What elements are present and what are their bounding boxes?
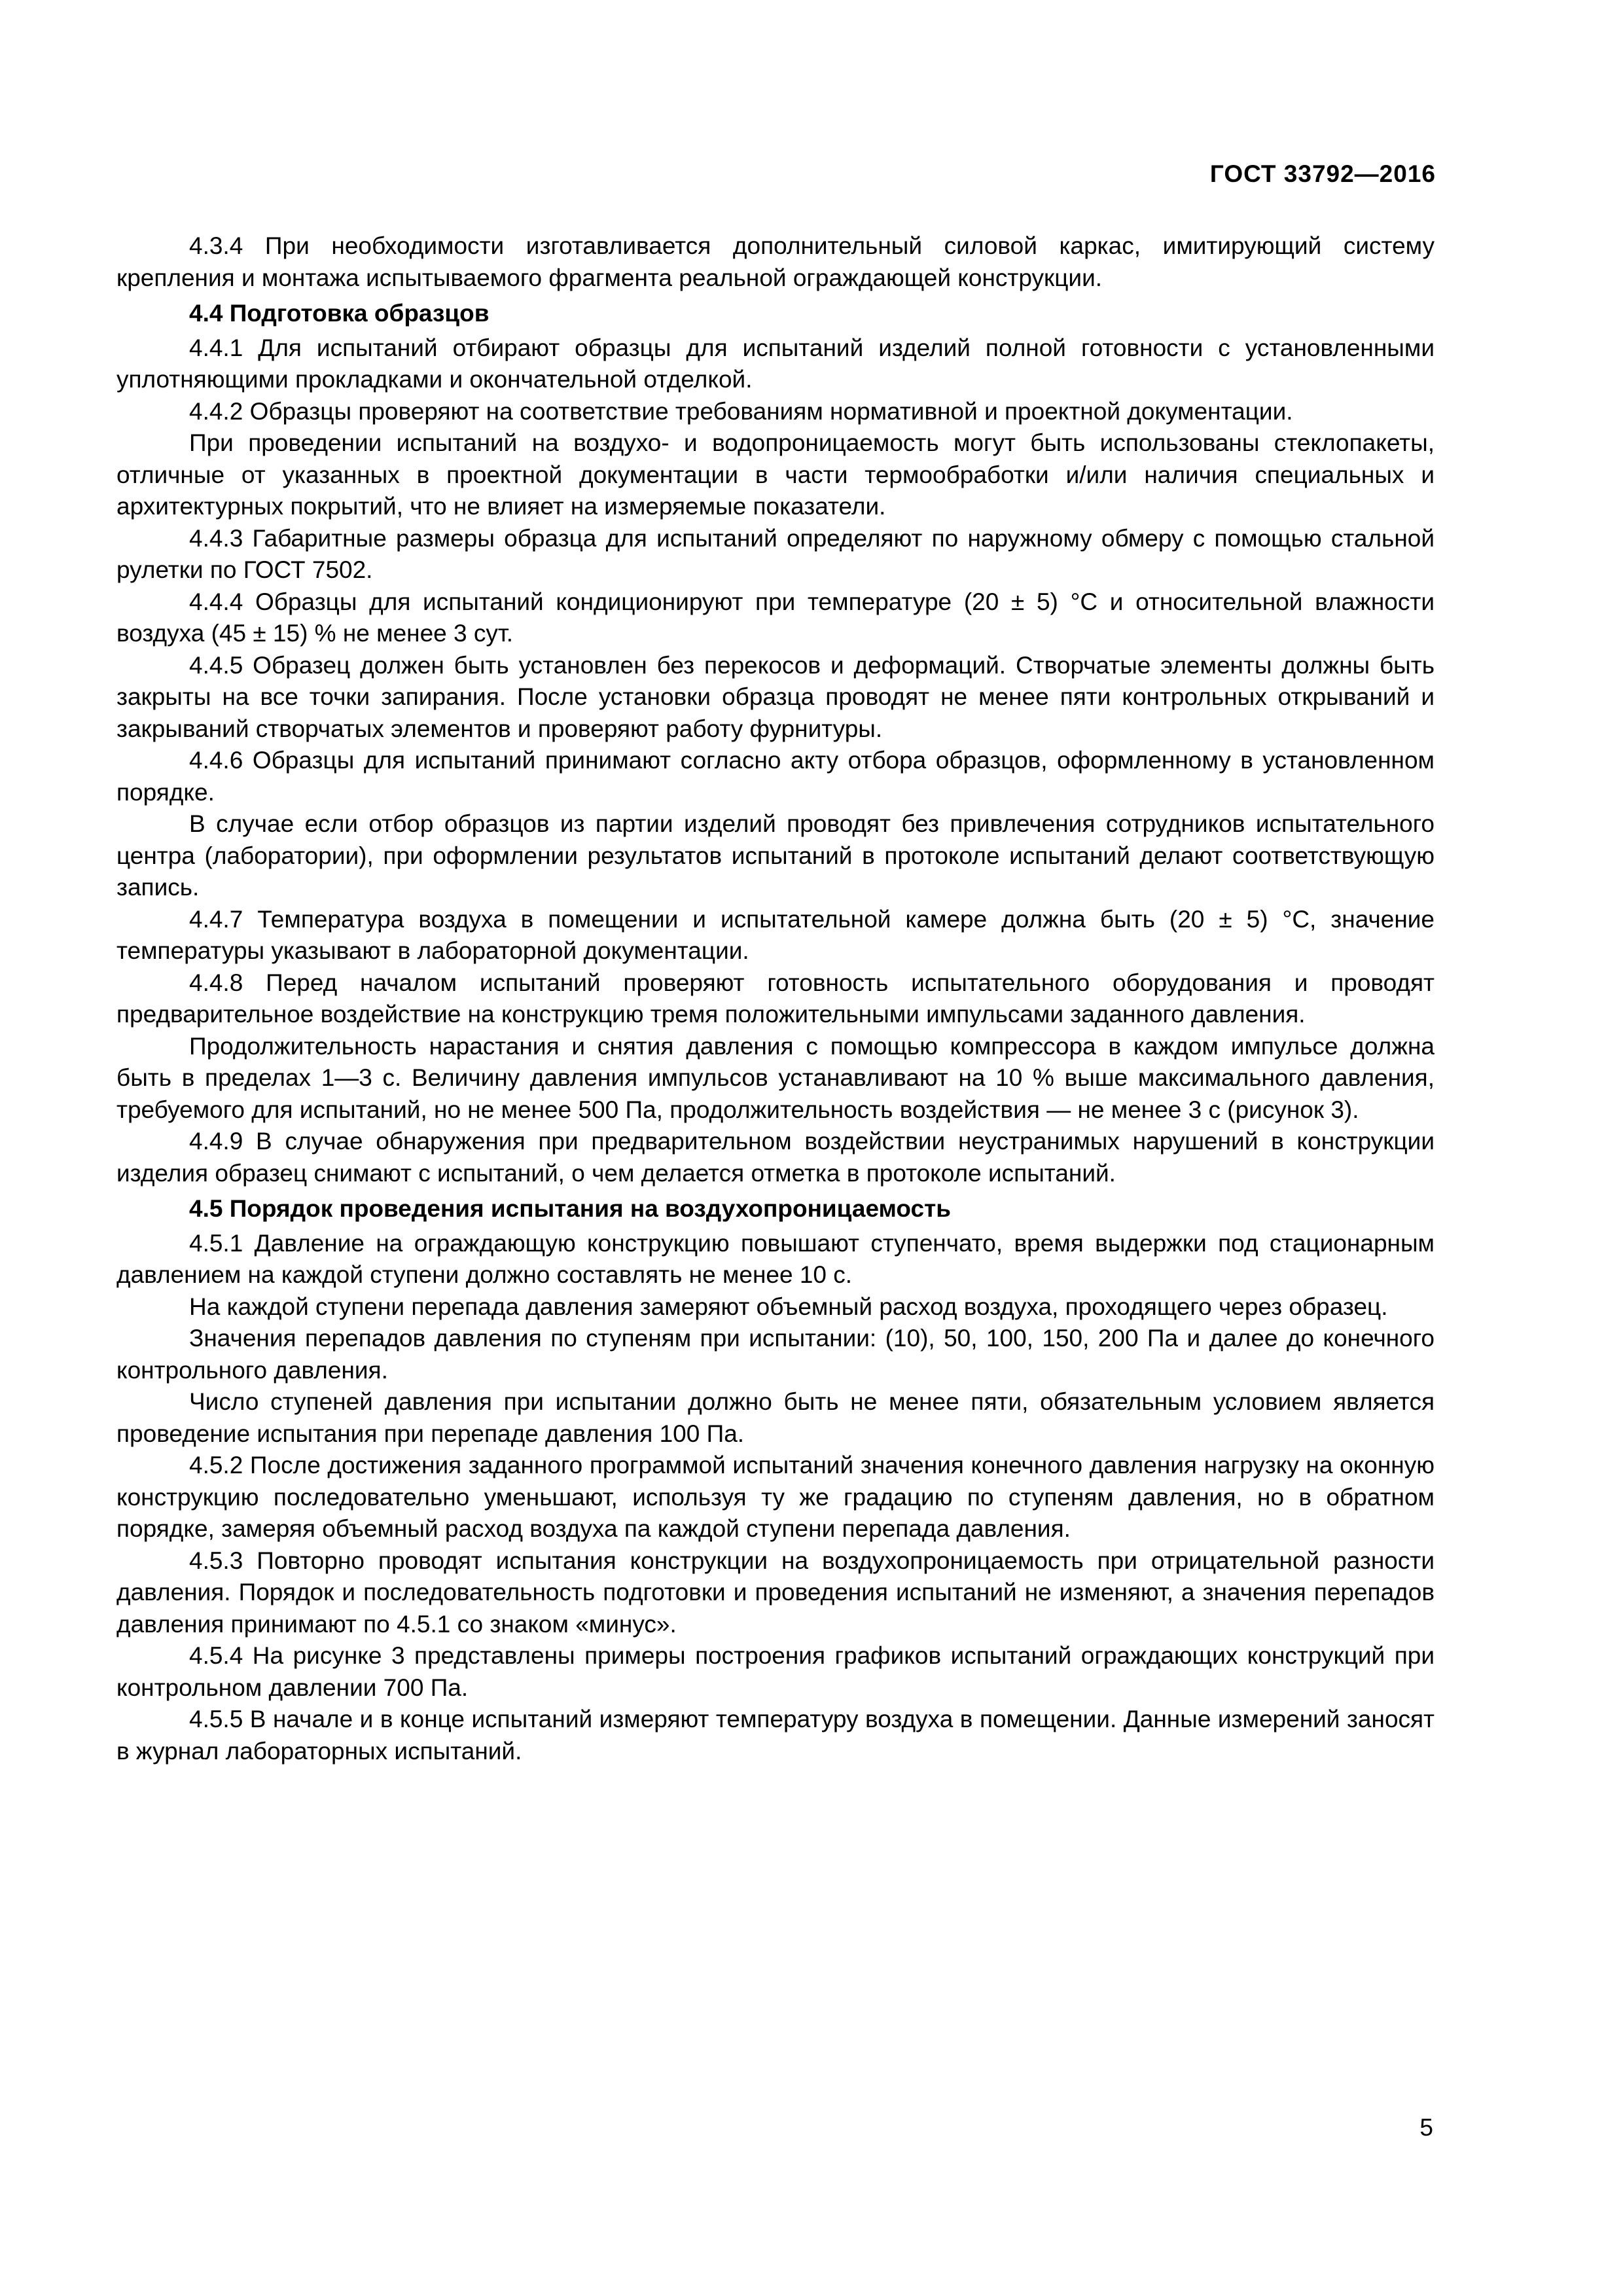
document-body	[116, 230, 1435, 1767]
page-number: 5	[1419, 2114, 1433, 2141]
paragraph-4-5-1-continued: На каждой ступени перепада давления замеряют объемный расход воздуха, проходящего через образец.	[189, 1293, 1388, 1320]
paragraph-4-5-4: 4.5.4 На рисунке 3 представлены примеры построения графиков испытаний ограждающих конструкций при контрольном давлении 700 Па.	[116, 1642, 1435, 1701]
paragraph-4-5-3: 4.5.3 Повторно проводят испытания конструкции на воздухопроницаемость при отрицательной разности давления. Порядок и последовательность подготовки и проведения испытаний не изменяют, а значения перепадов давления принимают по 4.5.1 со знаком «минус».	[116, 1547, 1435, 1638]
paragraph-4-5-1: 4.5.1 Давление на ограждающую конструкцию повышают ступенчато, время выдержки под стационарным давлением на каждой ступени должно составлять не менее 10 с.	[116, 1229, 1435, 1288]
paragraph-4-4-6-continued: В случае если отбор образцов из партии изделий проводят без привлечения сотрудников испытательного центра (лаборатории), при оформлении результатов испытаний в протоколе испытаний делают соответствующую запись.	[116, 810, 1435, 901]
paragraph-4-4-3: 4.4.3 Габаритные размеры образца для испытаний определяют по наружному обмеру с помощью стальной рулетки по ГОСТ 7502.	[116, 524, 1435, 583]
paragraph-4-5-1-step-count: Число ступеней давления при испытании должно быть не менее пяти, обязательным условием является проведение испытания при перепаде давления 100 Па.	[116, 1388, 1435, 1447]
paragraph-4-4-1: 4.4.1 Для испытаний отбирают образцы для испытаний изделий полной готовности с установленными уплотняющими прокладками и окончательной отделкой.	[116, 334, 1435, 393]
paragraph-4-4-8: 4.4.8 Перед началом испытаний проверяют готовность испытательного оборудования и проводят предварительное воздействие на конструкцию тремя положительными импульсами заданного давления.	[116, 969, 1435, 1028]
paragraph-4-3-4: 4.3.4 При необходимости изготавливается дополнительный силовой каркас, имитирующий систему крепления и монтажа испытываемого фрагмента реальной ограждающей конструкции.	[116, 232, 1435, 291]
paragraph-4-4-7: 4.4.7 Температура воздуха в помещении и испытательной камере должна быть (20 ± 5) °С, значение температуры указывают в лабораторной документации.	[116, 905, 1435, 964]
section-heading-4-4: 4.4 Подготовка образцов	[189, 300, 490, 327]
paragraph-4-4-4: 4.4.4 Образцы для испытаний кондиционируют при температуре (20 ± 5) °С и относительной влажности воздуха (45 ± 15) % не менее 3 сут.	[116, 588, 1435, 647]
section-heading-4-5: 4.5 Порядок проведения испытания на воздухопроницаемость	[189, 1195, 951, 1222]
paragraph-4-4-5: 4.4.5 Образец должен быть установлен без перекосов и деформаций. Створчатые элементы должны быть закрыты на все точки запирания. После установки образца проводят не менее пяти контрольных открываний и закрываний створчатых элементов и проверяют работу фурнитуры.	[116, 651, 1435, 742]
paragraph-4-5-1-pressure-steps: Значения перепадов давления по ступеням при испытании: (10), 50, 100, 150, 200 Па и далее до конечного контрольного давления.	[116, 1325, 1435, 1384]
paragraph-4-4-6: 4.4.6 Образцы для испытаний принимают согласно акту отбора образцов, оформленному в установленном порядке.	[116, 747, 1435, 806]
paragraph-4-5-2: 4.5.2 После достижения заданного программой испытаний значения конечного давления нагрузку на оконную конструкцию последовательно уменьшают, используя ту же градацию по ступеням давления, но в обратном порядке, замеряя объемный расход воздуха па каждой ступени перепада давления.	[116, 1452, 1435, 1542]
paragraph-4-4-8-continued: Продолжительность нарастания и снятия давления с помощью компрессора в каждом импульсе должна быть в пределах 1—3 с. Величину давления импульсов устанавливают на 10 % выше максимального давления, требуемого для испытаний, но не менее 500 Па, продолжительность воздействия — не менее 3 с (рисунок 3).	[116, 1032, 1435, 1123]
paragraph-4-4-9: 4.4.9 В случае обнаружения при предварительном воздействии неустранимых нарушений в конструкции изделия образец снимают с испытаний, о чем делается отметка в протоколе испытаний.	[116, 1128, 1435, 1187]
paragraph-4-4-2: 4.4.2 Образцы проверяют на соответствие требованиям нормативной и проектной документации.	[189, 397, 1293, 425]
paragraph-4-4-2-continued: При проведении испытаний на воздухо- и водопроницаемость могут быть использованы стеклопакеты, отличные от указанных в проектной документации в части термообработки и/или наличия специальных и архитектурных покрытий, что не влияет на измеряемые показатели.	[116, 429, 1435, 520]
paragraph-4-5-5: 4.5.5 В начале и в конце испытаний измеряют температуру воздуха в помещении. Данные измерений заносят в журнал лабораторных испытаний.	[116, 1706, 1435, 1765]
document-code-header: ГОСТ 33792—2016	[1209, 160, 1436, 187]
